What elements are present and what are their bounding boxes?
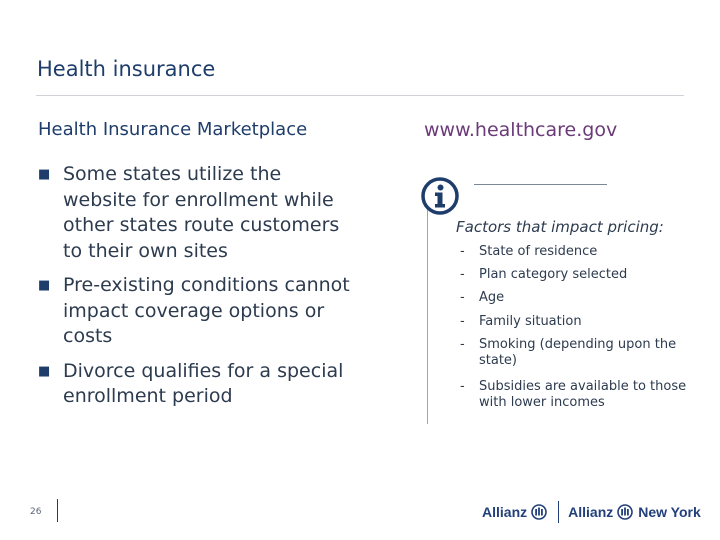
short-divider [474, 184, 607, 185]
square-bullet-icon: ■ [38, 167, 51, 182]
list-item: - Age [460, 290, 505, 306]
marketplace-heading: Health Insurance Marketplace [38, 119, 308, 140]
factor-text: Plan category selected [479, 267, 628, 283]
square-bullet-icon: ■ [38, 363, 51, 379]
new-york-logo-text: New York [638, 504, 701, 520]
list-item [38, 359, 358, 410]
factors-heading: Factors that impact pricing: [456, 218, 664, 236]
bullet-list [38, 162, 358, 419]
allianz-ny-logo-text: Allianz [568, 504, 614, 520]
info-icon [421, 177, 459, 215]
vertical-divider [427, 200, 428, 424]
bullet-text: Some states utilize the website for enrollment while other states route customers to their own sites [63, 163, 340, 262]
allianz-logo-text: Allianz [482, 504, 528, 520]
list-item: - Family situation [460, 313, 582, 329]
factor-text: Smoking (depending upon the state) [479, 336, 677, 368]
factor-text: Subsidies are available to those with lower incomes [479, 378, 687, 410]
list-item: - Smoking (depending upon the state) [460, 336, 677, 368]
factor-text: Age [479, 290, 505, 306]
list-item: - State of residence [460, 244, 598, 259]
list-item [38, 162, 358, 264]
factor-text: Family situation [479, 313, 582, 329]
square-bullet-icon: ■ [38, 278, 51, 293]
page-title: Health insurance [37, 57, 216, 81]
footer-logos [482, 502, 701, 522]
footer-divider [57, 499, 58, 522]
logo-separator [558, 501, 559, 523]
bullet-text: Pre-existing conditions cannot impact coverage options or costs [63, 274, 350, 347]
factor-text: State of residence [479, 244, 598, 259]
page-number: 26 [30, 507, 42, 517]
bullet-text: Divorce qualifies for a special enrollment period [63, 359, 344, 407]
factors-list [456, 244, 696, 418]
healthcare-gov-link[interactable]: www.healthcare.gov [424, 119, 618, 141]
list-item [38, 273, 358, 350]
allianz-eagle-icon [531, 504, 547, 520]
list-item: - Plan category selected [460, 267, 628, 283]
title-divider [36, 95, 684, 96]
allianz-eagle-icon [617, 504, 633, 520]
list-item: - Subsidies are available to those with lower incomes [460, 378, 687, 410]
